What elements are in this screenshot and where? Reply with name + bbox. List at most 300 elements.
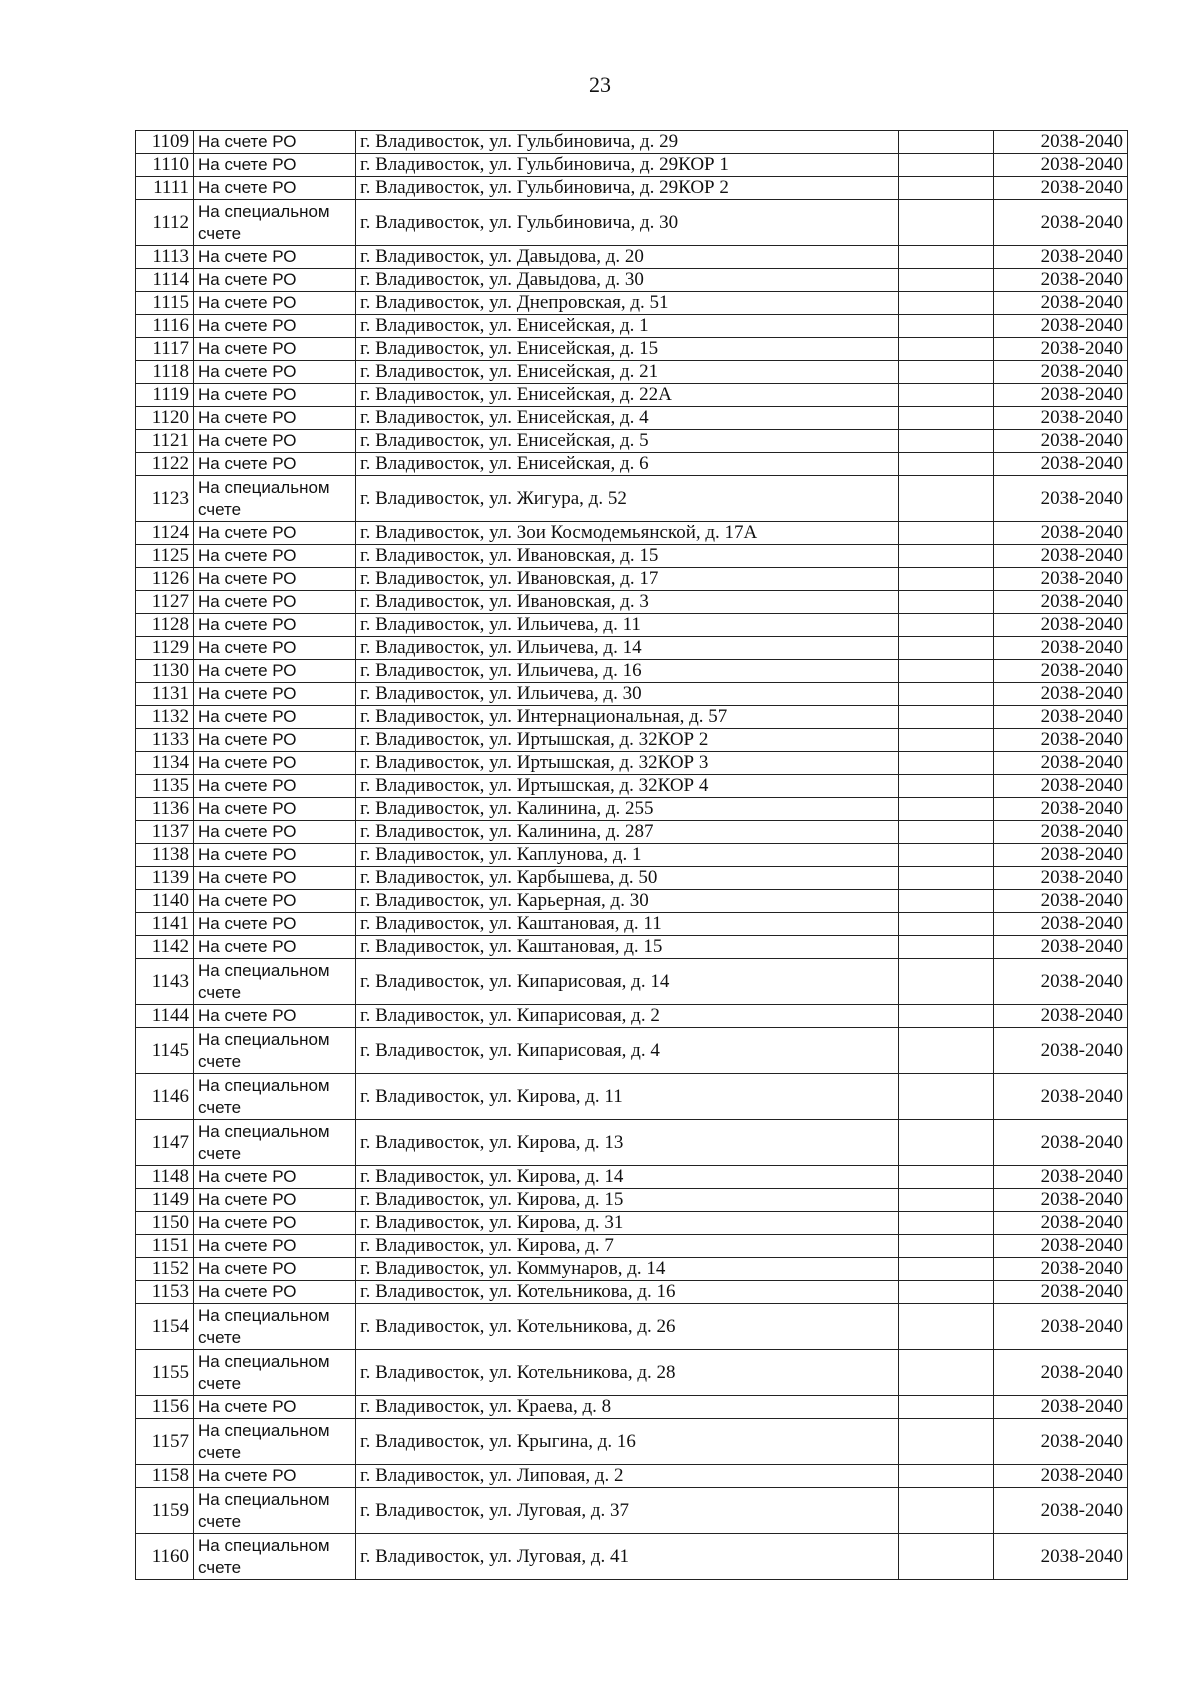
address-cell: г. Владивосток, ул. Котельникова, д. 26: [356, 1304, 899, 1350]
funding-method-cell: [194, 614, 356, 637]
empty-cell: [899, 476, 994, 522]
funding-method-text: На счете РО: [198, 431, 297, 450]
period-cell: 2038-2040: [994, 706, 1128, 729]
row-number-cell: 1134: [136, 752, 194, 775]
table-row: [136, 1120, 1128, 1166]
row-number-cell: 1131: [136, 683, 194, 706]
period-cell: 2038-2040: [994, 1028, 1128, 1074]
empty-cell: [899, 1235, 994, 1258]
period-cell: 2038-2040: [994, 867, 1128, 890]
period-cell: 2038-2040: [994, 568, 1128, 591]
funding-method-text: На счете РО: [198, 569, 297, 588]
funding-method-text: На специальном счете: [198, 960, 330, 1002]
funding-method-cell: [194, 775, 356, 798]
row-number-cell: 1148: [136, 1166, 194, 1189]
empty-cell: [899, 1005, 994, 1028]
funding-method-text: На счете РО: [198, 362, 297, 381]
row-number-cell: 1142: [136, 936, 194, 959]
funding-method-cell: [194, 292, 356, 315]
funding-method-cell: [194, 246, 356, 269]
address-cell: г. Владивосток, ул. Днепровская, д. 51: [356, 292, 899, 315]
empty-cell: [899, 407, 994, 430]
funding-method-text: На счете РО: [198, 132, 297, 151]
funding-method-cell: [194, 752, 356, 775]
funding-method-cell: [194, 384, 356, 407]
table-row: [136, 1534, 1128, 1580]
table-row: [136, 706, 1128, 729]
funding-method-text: На специальном счете: [198, 477, 330, 519]
row-number-cell: 1140: [136, 890, 194, 913]
table-row: [136, 1396, 1128, 1419]
funding-method-cell: [194, 959, 356, 1005]
address-cell: г. Владивосток, ул. Кипарисовая, д. 2: [356, 1005, 899, 1028]
empty-cell: [899, 292, 994, 315]
empty-cell: [899, 1419, 994, 1465]
table-row: [136, 200, 1128, 246]
funding-method-text: На счете РО: [198, 339, 297, 358]
funding-method-cell: [194, 338, 356, 361]
table-row: [136, 1166, 1128, 1189]
row-number-cell: 1139: [136, 867, 194, 890]
empty-cell: [899, 1074, 994, 1120]
address-cell: г. Владивосток, ул. Краева, д. 8: [356, 1396, 899, 1419]
table-row: [136, 683, 1128, 706]
empty-cell: [899, 453, 994, 476]
table-row: [136, 292, 1128, 315]
row-number-cell: 1138: [136, 844, 194, 867]
funding-method-cell: [194, 522, 356, 545]
funding-method-text: На счете РО: [198, 1397, 297, 1416]
table-row: [136, 154, 1128, 177]
funding-method-cell: [194, 131, 356, 154]
funding-method-text: На счете РО: [198, 615, 297, 634]
period-cell: 2038-2040: [994, 131, 1128, 154]
empty-cell: [899, 1166, 994, 1189]
row-number-cell: 1122: [136, 453, 194, 476]
funding-method-cell: [194, 200, 356, 246]
row-number-cell: 1117: [136, 338, 194, 361]
address-cell: г. Владивосток, ул. Луговая, д. 37: [356, 1488, 899, 1534]
funding-method-text: На специальном счете: [198, 201, 330, 243]
table-row: [136, 798, 1128, 821]
empty-cell: [899, 269, 994, 292]
row-number-cell: 1159: [136, 1488, 194, 1534]
funding-method-text: На счете РО: [198, 661, 297, 680]
period-cell: 2038-2040: [994, 844, 1128, 867]
row-number-cell: 1121: [136, 430, 194, 453]
row-number-cell: 1135: [136, 775, 194, 798]
funding-method-text: На специальном счете: [198, 1489, 330, 1531]
funding-method-text: На счете РО: [198, 638, 297, 657]
row-number-cell: 1154: [136, 1304, 194, 1350]
address-cell: г. Владивосток, ул. Жигура, д. 52: [356, 476, 899, 522]
address-cell: г. Владивосток, ул. Кипарисовая, д. 4: [356, 1028, 899, 1074]
address-cell: г. Владивосток, ул. Гульбиновича, д. 30: [356, 200, 899, 246]
table-row: [136, 476, 1128, 522]
table-row: [136, 246, 1128, 269]
row-number-cell: 1149: [136, 1189, 194, 1212]
funding-method-text: На счете РО: [198, 293, 297, 312]
period-cell: 2038-2040: [994, 246, 1128, 269]
funding-method-text: На счете РО: [198, 1190, 297, 1209]
table-row: [136, 752, 1128, 775]
row-number-cell: 1129: [136, 637, 194, 660]
address-cell: г. Владивосток, ул. Ивановская, д. 17: [356, 568, 899, 591]
table-row: [136, 1350, 1128, 1396]
table-row: [136, 614, 1128, 637]
funding-method-cell: [194, 844, 356, 867]
row-number-cell: 1114: [136, 269, 194, 292]
funding-method-cell: [194, 407, 356, 430]
address-cell: г. Владивосток, ул. Давыдова, д. 30: [356, 269, 899, 292]
table-row: [136, 407, 1128, 430]
funding-method-cell: [194, 867, 356, 890]
period-cell: 2038-2040: [994, 959, 1128, 1005]
table-row: [136, 1488, 1128, 1534]
funding-method-cell: [194, 683, 356, 706]
empty-cell: [899, 1028, 994, 1074]
funding-method-cell: [194, 936, 356, 959]
address-cell: г. Владивосток, ул. Енисейская, д. 5: [356, 430, 899, 453]
table-row: [136, 131, 1128, 154]
table-row: [136, 637, 1128, 660]
period-cell: 2038-2040: [994, 1304, 1128, 1350]
address-cell: г. Владивосток, ул. Кирова, д. 7: [356, 1235, 899, 1258]
row-number-cell: 1155: [136, 1350, 194, 1396]
period-cell: 2038-2040: [994, 453, 1128, 476]
address-cell: г. Владивосток, ул. Ильичева, д. 14: [356, 637, 899, 660]
funding-method-cell: [194, 1281, 356, 1304]
funding-method-text: На счете РО: [198, 845, 297, 864]
table-row: [136, 545, 1128, 568]
period-cell: 2038-2040: [994, 1534, 1128, 1580]
funding-method-cell: [194, 1166, 356, 1189]
period-cell: 2038-2040: [994, 1396, 1128, 1419]
funding-method-cell: [194, 1534, 356, 1580]
address-cell: г. Владивосток, ул. Карьерная, д. 30: [356, 890, 899, 913]
row-number-cell: 1145: [136, 1028, 194, 1074]
table-row: [136, 775, 1128, 798]
table-row: [136, 1005, 1128, 1028]
registry-table: [135, 130, 1128, 1580]
funding-method-cell: [194, 913, 356, 936]
funding-method-cell: [194, 1189, 356, 1212]
address-cell: г. Владивосток, ул. Карбышева, д. 50: [356, 867, 899, 890]
funding-method-cell: [194, 890, 356, 913]
period-cell: 2038-2040: [994, 1005, 1128, 1028]
address-cell: г. Владивосток, ул. Каштановая, д. 11: [356, 913, 899, 936]
empty-cell: [899, 752, 994, 775]
funding-method-text: На специальном счете: [198, 1121, 330, 1163]
row-number-cell: 1156: [136, 1396, 194, 1419]
table-row: [136, 729, 1128, 752]
funding-method-cell: [194, 1419, 356, 1465]
address-cell: г. Владивосток, ул. Калинина, д. 255: [356, 798, 899, 821]
row-number-cell: 1116: [136, 315, 194, 338]
empty-cell: [899, 1258, 994, 1281]
period-cell: 2038-2040: [994, 361, 1128, 384]
funding-method-text: На счете РО: [198, 1213, 297, 1232]
address-cell: г. Владивосток, ул. Каплунова, д. 1: [356, 844, 899, 867]
table-row: [136, 591, 1128, 614]
empty-cell: [899, 1189, 994, 1212]
empty-cell: [899, 430, 994, 453]
period-cell: 2038-2040: [994, 154, 1128, 177]
funding-method-text: На счете РО: [198, 592, 297, 611]
row-number-cell: 1150: [136, 1212, 194, 1235]
empty-cell: [899, 1350, 994, 1396]
period-cell: 2038-2040: [994, 660, 1128, 683]
address-cell: г. Владивосток, ул. Иртышская, д. 32КОР 4: [356, 775, 899, 798]
empty-cell: [899, 936, 994, 959]
empty-cell: [899, 660, 994, 683]
row-number-cell: 1153: [136, 1281, 194, 1304]
table-row: [136, 959, 1128, 1005]
address-cell: г. Владивосток, ул. Кирова, д. 31: [356, 1212, 899, 1235]
period-cell: 2038-2040: [994, 200, 1128, 246]
period-cell: 2038-2040: [994, 1419, 1128, 1465]
funding-method-cell: [194, 821, 356, 844]
table-row: [136, 1074, 1128, 1120]
empty-cell: [899, 1488, 994, 1534]
funding-method-text: На счете РО: [198, 316, 297, 335]
table-row: [136, 1465, 1128, 1488]
funding-method-text: На счете РО: [198, 178, 297, 197]
funding-method-cell: [194, 1304, 356, 1350]
address-cell: г. Владивосток, ул. Кипарисовая, д. 14: [356, 959, 899, 1005]
address-cell: г. Владивосток, ул. Ильичева, д. 30: [356, 683, 899, 706]
funding-method-cell: [194, 637, 356, 660]
period-cell: 2038-2040: [994, 683, 1128, 706]
address-cell: г. Владивосток, ул. Интернациональная, д. 57: [356, 706, 899, 729]
row-number-cell: 1141: [136, 913, 194, 936]
row-number-cell: 1130: [136, 660, 194, 683]
period-cell: 2038-2040: [994, 338, 1128, 361]
empty-cell: [899, 913, 994, 936]
period-cell: 2038-2040: [994, 1281, 1128, 1304]
period-cell: 2038-2040: [994, 1074, 1128, 1120]
table-row: [136, 522, 1128, 545]
row-number-cell: 1118: [136, 361, 194, 384]
funding-method-text: На счете РО: [198, 1259, 297, 1278]
empty-cell: [899, 384, 994, 407]
empty-cell: [899, 522, 994, 545]
empty-cell: [899, 200, 994, 246]
period-cell: 2038-2040: [994, 1189, 1128, 1212]
funding-method-text: На счете РО: [198, 799, 297, 818]
address-cell: г. Владивосток, ул. Каштановая, д. 15: [356, 936, 899, 959]
table-row: [136, 890, 1128, 913]
table-row: [136, 568, 1128, 591]
funding-method-text: На счете РО: [198, 1466, 297, 1485]
address-cell: г. Владивосток, ул. Енисейская, д. 21: [356, 361, 899, 384]
row-number-cell: 1115: [136, 292, 194, 315]
address-cell: г. Владивосток, ул. Кирова, д. 11: [356, 1074, 899, 1120]
funding-method-cell: [194, 1396, 356, 1419]
period-cell: 2038-2040: [994, 1465, 1128, 1488]
funding-method-cell: [194, 177, 356, 200]
row-number-cell: 1123: [136, 476, 194, 522]
address-cell: г. Владивосток, ул. Луговая, д. 41: [356, 1534, 899, 1580]
row-number-cell: 1137: [136, 821, 194, 844]
address-cell: г. Владивосток, ул. Котельникова, д. 28: [356, 1350, 899, 1396]
period-cell: 2038-2040: [994, 476, 1128, 522]
row-number-cell: 1113: [136, 246, 194, 269]
row-number-cell: 1109: [136, 131, 194, 154]
empty-cell: [899, 1120, 994, 1166]
table-row: [136, 177, 1128, 200]
address-cell: г. Владивосток, ул. Ильичева, д. 16: [356, 660, 899, 683]
empty-cell: [899, 821, 994, 844]
funding-method-cell: [194, 729, 356, 752]
funding-method-text: На счете РО: [198, 247, 297, 266]
row-number-cell: 1127: [136, 591, 194, 614]
funding-method-cell: [194, 269, 356, 292]
funding-method-text: На специальном счете: [198, 1305, 330, 1347]
row-number-cell: 1110: [136, 154, 194, 177]
funding-method-cell: [194, 154, 356, 177]
funding-method-cell: [194, 1074, 356, 1120]
period-cell: 2038-2040: [994, 637, 1128, 660]
address-cell: г. Владивосток, ул. Крыгина, д. 16: [356, 1419, 899, 1465]
table-row: [136, 936, 1128, 959]
table-row: [136, 430, 1128, 453]
funding-method-text: На счете РО: [198, 155, 297, 174]
period-cell: 2038-2040: [994, 1350, 1128, 1396]
row-number-cell: 1158: [136, 1465, 194, 1488]
funding-method-text: На счете РО: [198, 891, 297, 910]
period-cell: 2038-2040: [994, 890, 1128, 913]
table-row: [136, 867, 1128, 890]
row-number-cell: 1152: [136, 1258, 194, 1281]
funding-method-cell: [194, 453, 356, 476]
row-number-cell: 1147: [136, 1120, 194, 1166]
period-cell: 2038-2040: [994, 1212, 1128, 1235]
funding-method-text: На счете РО: [198, 776, 297, 795]
empty-cell: [899, 1465, 994, 1488]
period-cell: 2038-2040: [994, 407, 1128, 430]
empty-cell: [899, 1281, 994, 1304]
row-number-cell: 1124: [136, 522, 194, 545]
table-row: [136, 453, 1128, 476]
empty-cell: [899, 315, 994, 338]
funding-method-cell: [194, 568, 356, 591]
empty-cell: [899, 683, 994, 706]
address-cell: г. Владивосток, ул. Давыдова, д. 20: [356, 246, 899, 269]
period-cell: 2038-2040: [994, 522, 1128, 545]
funding-method-cell: [194, 361, 356, 384]
funding-method-cell: [194, 660, 356, 683]
empty-cell: [899, 545, 994, 568]
funding-method-text: На счете РО: [198, 730, 297, 749]
table-row: [136, 821, 1128, 844]
empty-cell: [899, 798, 994, 821]
table-row: [136, 844, 1128, 867]
table-row: [136, 361, 1128, 384]
funding-method-text: На счете РО: [198, 1236, 297, 1255]
funding-method-cell: [194, 798, 356, 821]
row-number-cell: 1144: [136, 1005, 194, 1028]
funding-method-cell: [194, 1258, 356, 1281]
funding-method-cell: [194, 1005, 356, 1028]
funding-method-text: На счете РО: [198, 546, 297, 565]
period-cell: 2038-2040: [994, 729, 1128, 752]
period-cell: 2038-2040: [994, 177, 1128, 200]
funding-method-cell: [194, 1028, 356, 1074]
empty-cell: [899, 775, 994, 798]
table-row: [136, 338, 1128, 361]
period-cell: 2038-2040: [994, 430, 1128, 453]
empty-cell: [899, 361, 994, 384]
address-cell: г. Владивосток, ул. Гульбиновича, д. 29КОР 1: [356, 154, 899, 177]
empty-cell: [899, 1304, 994, 1350]
funding-method-cell: [194, 476, 356, 522]
funding-method-cell: [194, 1465, 356, 1488]
period-cell: 2038-2040: [994, 1235, 1128, 1258]
row-number-cell: 1157: [136, 1419, 194, 1465]
funding-method-cell: [194, 1120, 356, 1166]
table-row: [136, 1235, 1128, 1258]
table-row: [136, 913, 1128, 936]
table-row: [136, 315, 1128, 338]
row-number-cell: 1151: [136, 1235, 194, 1258]
funding-method-cell: [194, 591, 356, 614]
funding-method-text: На счете РО: [198, 408, 297, 427]
period-cell: 2038-2040: [994, 821, 1128, 844]
empty-cell: [899, 1396, 994, 1419]
period-cell: 2038-2040: [994, 384, 1128, 407]
period-cell: 2038-2040: [994, 1120, 1128, 1166]
address-cell: г. Владивосток, ул. Енисейская, д. 6: [356, 453, 899, 476]
row-number-cell: 1119: [136, 384, 194, 407]
row-number-cell: 1136: [136, 798, 194, 821]
funding-method-text: На счете РО: [198, 937, 297, 956]
address-cell: г. Владивосток, ул. Енисейская, д. 1: [356, 315, 899, 338]
table-row: [136, 1028, 1128, 1074]
period-cell: 2038-2040: [994, 913, 1128, 936]
row-number-cell: 1133: [136, 729, 194, 752]
empty-cell: [899, 177, 994, 200]
funding-method-cell: [194, 1235, 356, 1258]
funding-method-cell: [194, 1212, 356, 1235]
empty-cell: [899, 614, 994, 637]
empty-cell: [899, 729, 994, 752]
empty-cell: [899, 1212, 994, 1235]
funding-method-text: На специальном счете: [198, 1029, 330, 1071]
empty-cell: [899, 591, 994, 614]
empty-cell: [899, 1534, 994, 1580]
row-number-cell: 1120: [136, 407, 194, 430]
funding-method-text: На счете РО: [198, 454, 297, 473]
row-number-cell: 1146: [136, 1074, 194, 1120]
funding-method-text: На счете РО: [198, 1282, 297, 1301]
address-cell: г. Владивосток, ул. Ильичева, д. 11: [356, 614, 899, 637]
funding-method-cell: [194, 1488, 356, 1534]
address-cell: г. Владивосток, ул. Липовая, д. 2: [356, 1465, 899, 1488]
address-cell: г. Владивосток, ул. Коммунаров, д. 14: [356, 1258, 899, 1281]
row-number-cell: 1111: [136, 177, 194, 200]
funding-method-cell: [194, 545, 356, 568]
funding-method-text: На счете РО: [198, 1006, 297, 1025]
address-cell: г. Владивосток, ул. Зои Космодемьянской, д. 17А: [356, 522, 899, 545]
address-cell: г. Владивосток, ул. Ивановская, д. 15: [356, 545, 899, 568]
period-cell: 2038-2040: [994, 936, 1128, 959]
empty-cell: [899, 890, 994, 913]
funding-method-cell: [194, 315, 356, 338]
period-cell: 2038-2040: [994, 1166, 1128, 1189]
funding-method-text: На специальном счете: [198, 1535, 330, 1577]
period-cell: 2038-2040: [994, 1488, 1128, 1534]
